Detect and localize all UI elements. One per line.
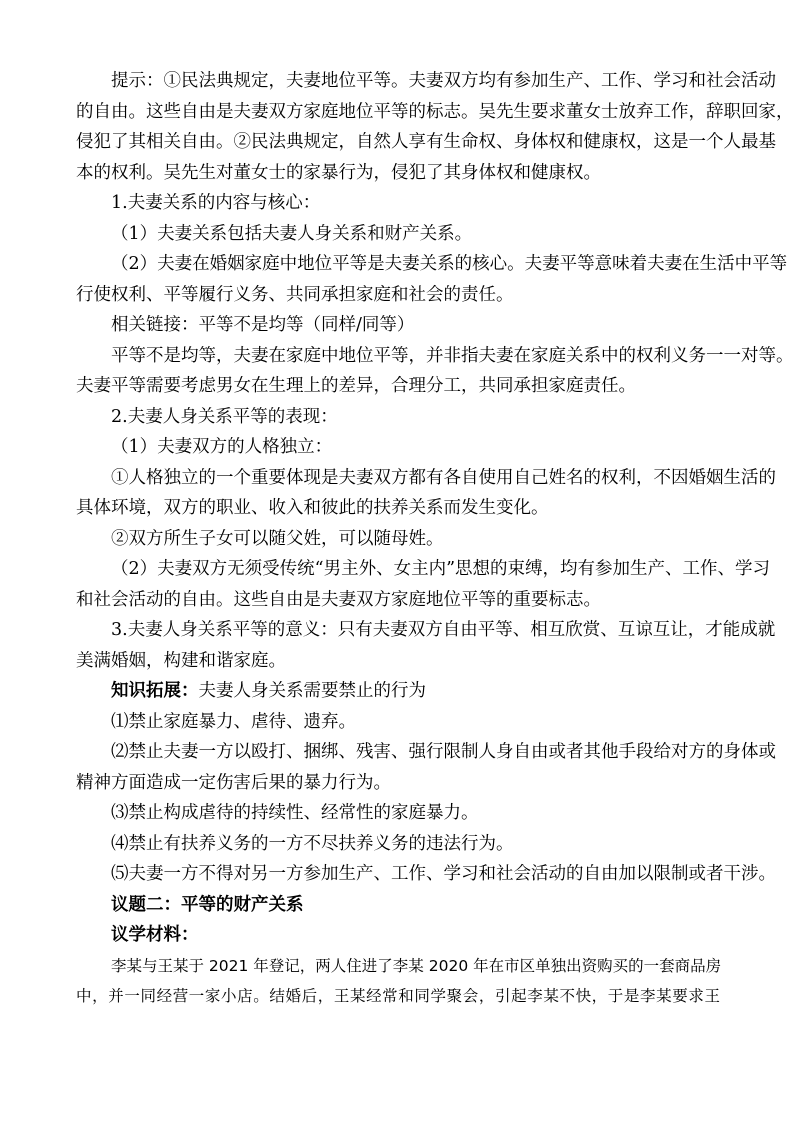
extension-item: ⑴禁止家庭暴力、虐待、遗弃。	[111, 711, 356, 732]
related-link-text: 夫妻平等需要考虑男女在生理上的差异，合理分工，共同承担家庭责任。	[76, 376, 636, 396]
extension-item: ⑶禁止构成虐待的持续性、经常性的家庭暴力。	[111, 803, 479, 823]
list-item-continuation: 和社会活动的自由。这些自由是夫妻双方家庭地位平等的重要标志。	[76, 589, 601, 610]
list-item-continuation: 行使权利、平等履行义务、共同承担家庭和社会的责任。	[76, 284, 514, 305]
section-heading-1: 1.夫妻关系的内容与核心：	[111, 193, 321, 213]
knowledge-extension-label: 知识拓展：	[111, 681, 199, 701]
hint-paragraph-line: 侵犯了其相关自由。②民法典规定，自然人享有生命权、身体权和健康权，这是一个人最基	[76, 132, 776, 152]
list-item: （2）夫妻双方无须受传统“男主外、女主内”思想的束缚，均有参加生产、工作、学习	[111, 559, 771, 579]
topic-2-heading: 议题二：平等的财产关系	[111, 894, 304, 915]
extension-item: ⑵禁止夫妻一方以殴打、捆绑、残害、强行限制人身自由或者其他手段给对方的身体或	[111, 742, 776, 762]
list-item: （2）夫妻在婚姻家庭中地位平等是夫妻关系的核心。夫妻平等意味着夫妻在生活中平等	[111, 254, 788, 274]
hint-paragraph-line: 的自由。这些自由是夫妻双方家庭地位平等的标志。吴先生要求董女士放弃工作，辞职回家，	[76, 101, 794, 122]
list-item: （1）夫妻双方的人格独立：	[111, 437, 333, 457]
material-text-line: 李某与王某于 2021 年登记，两人住进了李某 2020 年在市区单独出资购买的一套商品房	[111, 956, 722, 975]
extension-item: ⑸夫妻一方不得对另一方参加生产、工作、学习和社会活动的自由加以限制或者干涉。	[111, 864, 776, 884]
list-item: ②双方所生子女可以随父姓，可以随母姓。	[111, 528, 444, 549]
related-link-text: 平等不是均等，夫妻在家庭中地位平等，并非指夫妻在家庭关系中的权利义务一一对等。	[111, 345, 794, 366]
material-label: 议学材料：	[111, 925, 199, 945]
knowledge-extension-text: 夫妻人身关系需要禁止的行为	[198, 681, 426, 701]
extension-item-continuation: 精神方面造成一定伤害后果的暴力行为。	[76, 772, 391, 793]
hint-paragraph-line: 提示：①民法典规定，夫妻地位平等。夫妻双方均有参加生产、工作、学习和社会活动	[111, 71, 776, 91]
section-heading-3-continuation: 美满婚姻，构建和谐家庭。	[76, 650, 286, 671]
document-page	[76, 66, 794, 1012]
knowledge-extension-title	[76, 676, 720, 707]
list-item: ①人格独立的一个重要体现是夫妻双方都有各自使用自己姓名的权利，不因婚姻生活的	[111, 467, 776, 488]
section-heading-3: 3.夫妻人身关系平等的意义：只有夫妻双方自由平等、相互欣赏、互谅互让，才能成就	[111, 620, 776, 640]
hint-paragraph-line: 本的权利。吴先生对董女士的家暴行为，侵犯了其身体权和健康权。	[76, 162, 601, 183]
related-link-title: 相关链接：平等不是均等（同样/同等）	[111, 315, 415, 335]
section-heading-2: 2.夫妻人身关系平等的表现：	[111, 406, 338, 427]
material-text-line: 中，并一同经营一家小店。结婚后，王某经常和同学聚会，引起李某不快，于是李某要求王	[76, 987, 720, 1005]
list-item-continuation: 具体环境，双方的职业、收入和彼此的扶养关系而发生变化。	[76, 498, 549, 518]
extension-item: ⑷禁止有扶养义务的一方不尽扶养义务的违法行为。	[111, 833, 514, 854]
list-item: （1）夫妻关系包括夫妻人身关系和财产关系。	[111, 223, 473, 244]
